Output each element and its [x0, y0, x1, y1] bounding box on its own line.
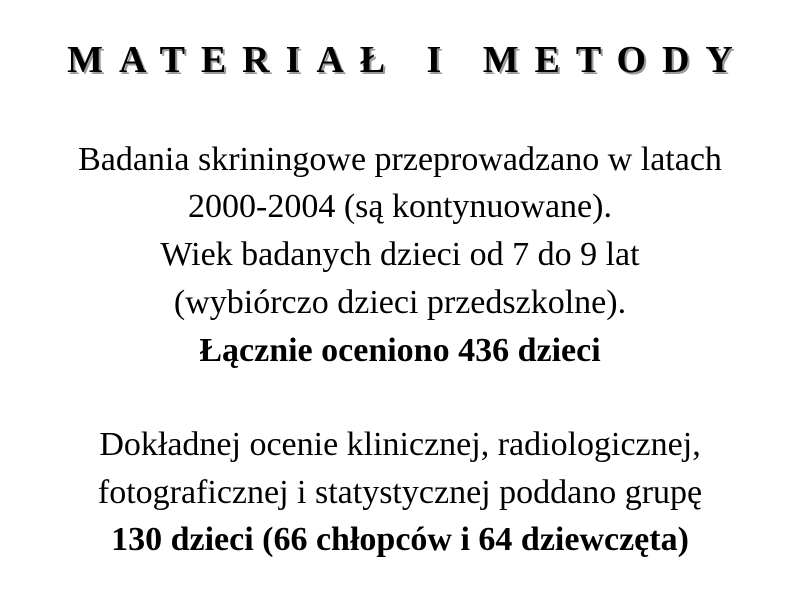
paragraph2-line2: fotograficznej i statystycznej poddano grupę	[97, 474, 703, 511]
slide-title: MATERIAŁ I METODY	[67, 39, 749, 81]
total-assessed-highlight: Łącznie oceniono 436 dzieci	[199, 332, 601, 369]
group-size-highlight: 130 dzieci (66 chłopców i 64 dziewczęta)	[111, 521, 689, 558]
paragraph1-line4: (wybiórczo dzieci przedszkolne).	[173, 284, 627, 321]
paragraph2-line1: Dokładnej ocenie klinicznej, radiologicznej,	[99, 426, 701, 463]
paragraph1-line2: 2000-2004 (są kontynuowane).	[188, 188, 612, 225]
paragraph1-line3: Wiek badanych dzieci od 7 do 9 lat	[160, 236, 640, 273]
paragraph1-line1: Badania skriningowe przeprowadzano w latach	[78, 141, 722, 178]
